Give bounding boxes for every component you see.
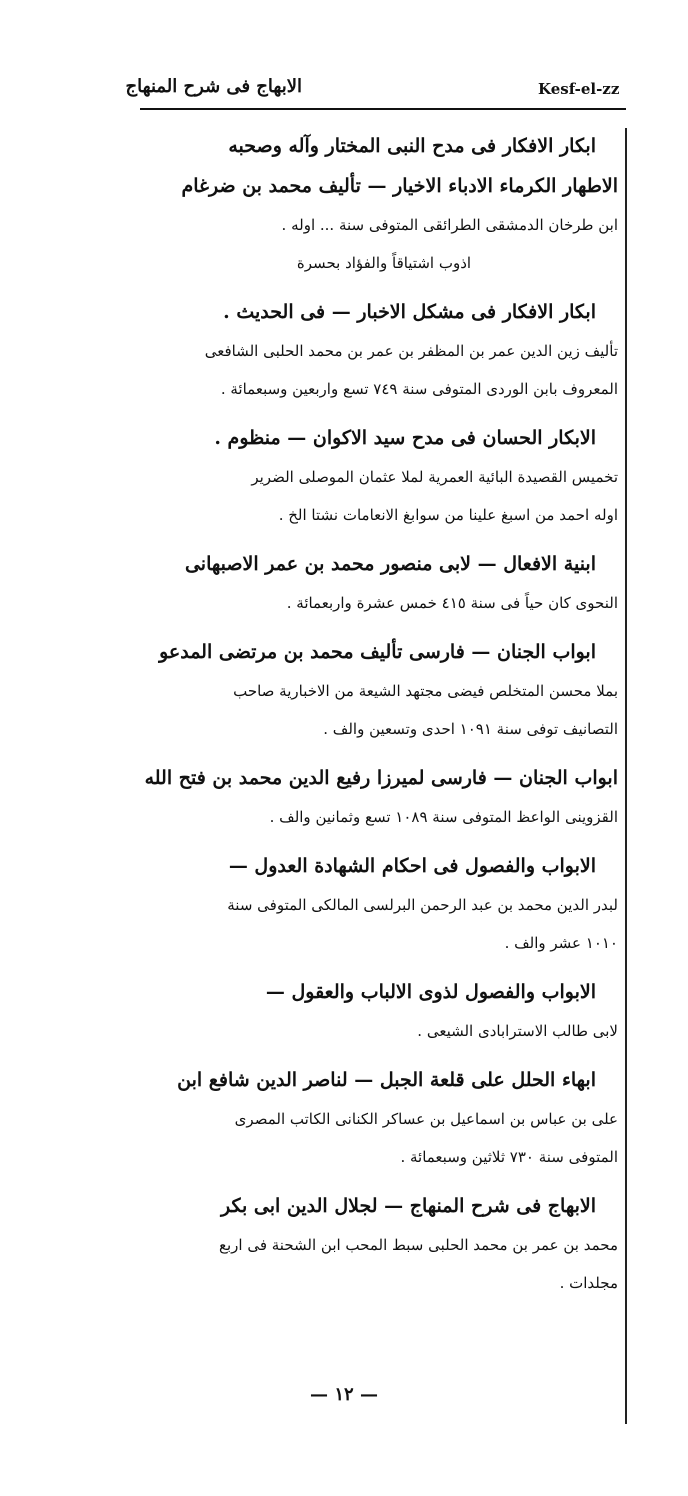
entry-abwab-al-jinan-1 <box>150 632 618 748</box>
entry-heading: ابواب الجنان — فارسى تأليف محمد بن مرتضى المدعو <box>159 641 596 663</box>
entry-line: التصانيف توفى سنة ١٠٩١ احدى وتسعين والف . <box>323 720 618 738</box>
entry-al-ibhaj <box>150 1186 618 1302</box>
entry-heading: ابكار الافكار فى مشكل الاخبار — فى الحديث . <box>223 301 596 323</box>
page-header <box>125 76 624 106</box>
entry-line: ١٠١٠ عشر والف . <box>504 934 618 952</box>
entry-heading: الابكار الحسان فى مدح سيد الاكوان — منظوم . <box>214 427 596 449</box>
entry-heading: ابهاء الحلل على قلعة الجبل — لناصر الدين شافع ابن <box>177 1069 596 1091</box>
entry-verse: اذوب اشتياقاً والفؤاد بحسرة <box>296 254 472 272</box>
entry-line: بملا محسن المتخلص فيضى مجتهد الشيعة من الاخبارية صاحب <box>233 682 618 700</box>
entry-heading: ابنية الافعال — لابى منصور محمد بن عمر الاصبهانى <box>184 553 596 575</box>
entry-line: اوله احمد من اسبغ علينا من سوابغ الانعامات نشتا الخ . <box>278 506 618 524</box>
entry-line: المعروف بابن الوردى المتوفى سنة ٧٤٩ تسع واربعين وسبعمائة . <box>220 380 618 398</box>
margin-rule <box>625 128 627 1424</box>
entry-line: مجلدات . <box>559 1274 618 1292</box>
running-title-latin: Kesf-el-zz <box>538 80 620 98</box>
entry-al-abwab-wal-fusul-albab <box>150 972 618 1050</box>
entry-abkar-al-afkar-madh <box>150 126 618 282</box>
entry-abwab-al-jinan-2 <box>144 758 618 836</box>
entry-ibha-al-hulal <box>150 1060 618 1176</box>
entry-heading: ابواب الجنان — فارسى لميرزا رفيع الدين محمد بن فتح الله <box>144 767 618 789</box>
entry-line: الاطهار الكرماء الادباء الاخيار — تأليف محمد بن ضرغام <box>181 175 618 197</box>
entry-line: لابى طالب الاسترابادى الشيعى . <box>417 1022 618 1040</box>
entries-column <box>144 120 618 1302</box>
page-number: — ١٢ — <box>310 1384 378 1405</box>
header-rule <box>140 108 626 110</box>
entry-line: لبدر الدين محمد بن عبد الرحمن البرلسى المالكى المتوفى سنة <box>227 896 618 914</box>
entry-abniyat-al-afal <box>150 544 618 622</box>
entry-line: النحوى كان حياً فى سنة ٤١٥ خمس عشرة واربعمائة . <box>286 594 618 612</box>
entry-line: على بن عباس بن اسماعيل بن عساكر الكنانى الكاتب المصرى <box>234 1110 618 1128</box>
entry-heading: الابواب والفصول فى احكام الشهادة العدول — <box>228 855 596 877</box>
entry-line: تأليف زين الدين عمر بن المظفر بن عمر بن محمد الحلبى الشافعى <box>204 342 618 360</box>
entry-line: القزوينى الواعظ المتوفى سنة ١٠٨٩ تسع وثمانين والف . <box>269 808 618 826</box>
entry-line: المتوفى سنة ٧٣٠ ثلاثين وسبعمائة . <box>400 1148 618 1166</box>
running-title-arabic: الابهاج فى شرح المنهاج <box>125 76 302 97</box>
entry-al-abwab-wal-fusul-shahada <box>150 846 618 962</box>
entry-abkar-al-afkar-mushkil <box>150 292 618 408</box>
entry-heading: الابهاج فى شرح المنهاج — لجلال الدين ابى بكر <box>221 1195 596 1217</box>
entry-heading: الابواب والفصول لذوى الالباب والعقول — <box>265 981 596 1003</box>
entry-al-abkar-al-hisan <box>150 418 618 534</box>
entry-line: محمد بن عمر بن محمد الحلبى سبط المحب ابن الشحنة فى اربع <box>218 1236 618 1254</box>
entry-heading: ابكار الافكار فى مدح النبى المختار وآله وصحبه <box>228 135 596 157</box>
entry-line: ابن طرخان الدمشقى الطرائقى المتوفى سنة ... اوله . <box>281 216 618 234</box>
entry-line: تخميس القصيدة البائية العمرية لملا عثمان الموصلى الضرير <box>251 468 618 486</box>
